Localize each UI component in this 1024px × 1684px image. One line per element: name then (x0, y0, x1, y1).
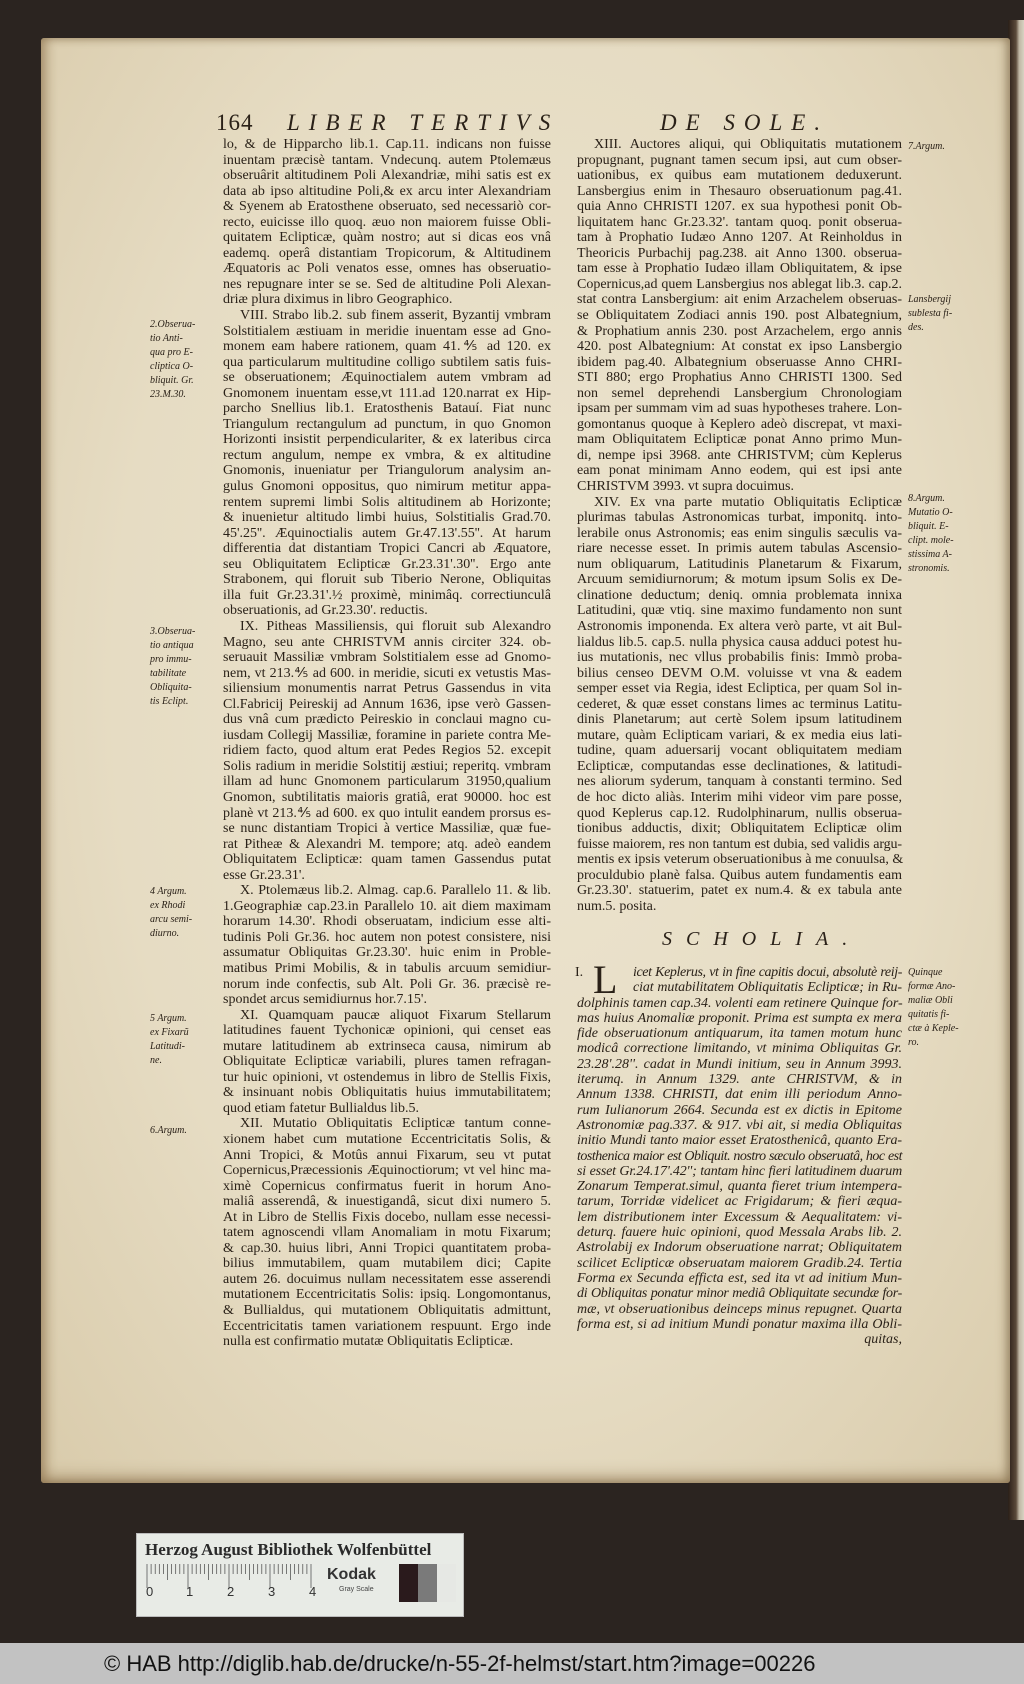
margin-note-line: tabilitate (150, 668, 187, 679)
text-line: clinatione deductum; deniq. omnia problemata innixa (577, 587, 902, 603)
margin-note-line: ne. (150, 1055, 162, 1066)
text-line: mutationem Eccentricitatis Solis: ipsiq. Longomontanus, (223, 1287, 551, 1303)
scholia-line: mæ, vt obseruationibus deinceps minus repugnet. Quarta (577, 1301, 902, 1317)
text-line: Cl.Fabricij Peireskij ad Annum 1636, ipse verò Gassen- (223, 696, 551, 712)
text-line: Magno, seu ante CHRISTVM annis circiter 324. ob- (223, 634, 551, 650)
text-line: VIII. Strabo lib.2. sub finem asserit, Byzantij vmbram (240, 308, 551, 324)
text-line: se obseruationem; Æquinoctialem autem vmbram ad (223, 370, 551, 386)
text-line: nes repugnare inter se se. Sed de altitudine Poli Alexan- (223, 276, 551, 292)
text-line: XIV. Ex vna parte mutatio Obliquitatis Eclipticæ (594, 494, 902, 510)
text-line: Theoricis Purbachij pag.238. ait Anno 1300. obserua- (577, 245, 902, 261)
margin-note-line: bliquit. Gr. (150, 375, 194, 386)
text-line: Gr.23.30'. statuerim, patet ex num.4. & ex tabula ante (577, 883, 902, 899)
footer-bar (0, 1643, 1024, 1684)
text-line: At in Libro de Stellis Fixis docebo, nullam esse necessi- (223, 1209, 551, 1225)
margin-note-line: 8.Argum. (908, 493, 945, 504)
text-line: 1.Geographiæ cap.23.in Parallelo 10. ait diem maximam (223, 898, 551, 914)
scholia-line: Annum 1338. CHRISTI, dat enim illi periodum Anno- (577, 1087, 902, 1103)
text-line: Solstitialem æstiuam in meridie inuentam esse ad Gno- (223, 323, 551, 339)
text-line: XI. Quamquam paucæ aliquot Fixarum Stellarum (240, 1007, 551, 1023)
text-line: latitudines fauent Tychonicæ opinioni, qui censet eas (223, 1023, 551, 1039)
page-number: 164 (216, 110, 254, 135)
scholia-line: rum Iulianorum 2664. Secunda est ex dictis in Epitome (577, 1102, 902, 1118)
text-line: matibus Primi Mobilis, & in tabulis arcuum semidiur- (223, 960, 551, 976)
margin-note-line: 2.Obserua- (150, 319, 196, 330)
scholia-number: I. (575, 965, 584, 980)
text-line: stat contra Lansbergium: ait enim Arzachelem obseruas- (577, 292, 902, 308)
margin-note-line: 6.Argum. (150, 1125, 187, 1136)
text-line: Horizonti insistit perpendiculariter, & ex lateribus circa (223, 432, 551, 448)
text-line: Eclipticæ, computandas esse declinationes, & latitudi- (577, 758, 902, 774)
text-line: lerabile onus Astronomis; eas enim singulis sæculis va- (577, 525, 902, 541)
text-line: rentem supremi limbi Solis altitudinem ab Horizonte; (223, 494, 551, 510)
text-line: Gnomon, subtilitatis maioris gratiâ, erat 90000. hoc est (223, 789, 551, 805)
text-line: di, nempe ipsi 3968. ante CHRISTVM; cùm Keplerus (577, 447, 902, 463)
text-line: non semel deprehendi Lansbergium Chronologiam (577, 385, 902, 401)
text-line: Æquatoris ac Poli venatos esse, omnes has obseruatio- (223, 261, 551, 277)
text-line: Eccentricitatis tamen variationem respuunt. Ergo inde (223, 1318, 551, 1334)
text-line: parcho Snellius lib.1. Eratosthenis Batauí. Fiat nunc (223, 401, 551, 417)
text-line: maliâ asserendâ, & inuestigandâ, sicut dixi numero 5. (223, 1194, 551, 1210)
text-line: mam Obliquitatem Eclipticæ ponat Anno primo Mun- (577, 432, 902, 448)
margin-note-line: quitatis fi- (908, 1009, 950, 1020)
text-line: Triangulum rectangulum ad punctum, in quo Gnomon (223, 416, 551, 432)
kodak-logo: Kodak (327, 1566, 376, 1583)
margin-note-line: 7.Argum. (908, 141, 945, 152)
text-line: & Syenem ab Eratosthene obseruato, sed necessariò cor- (223, 199, 551, 215)
scholia-line: ciat mutabilitatem Obliquitatis Eclipticæ; in Ru- (633, 980, 902, 996)
margin-note-line: 23.M.30. (150, 389, 186, 400)
text-line: mutare, quàm Eclipticam variari, & ex media eius lati- (577, 727, 902, 743)
gray-patch-light (437, 1564, 456, 1602)
text-line: bilius immutabilem, quam mutabilem dici; Capite (223, 1256, 551, 1272)
margin-note (150, 318, 220, 402)
gray-patch-mid (418, 1564, 437, 1602)
text-line: eademq. operâ distantiam Tropicorum, & Altitudinem (223, 245, 551, 261)
text-line: IX. Pitheas Massiliensis, qui floruit sub Alexandro (240, 618, 551, 634)
text-line: quod etiam fatetur Bullialdus lib.5. (223, 1100, 419, 1116)
text-line: driæ plura diximus in libro Geographico. (223, 292, 453, 308)
text-line: esse Gr.23.31'. (223, 867, 305, 883)
scholia-line: modicâ correctione limitando, vt minima Obliquitas Gr. (577, 1041, 902, 1057)
scholia-line: deturq. fauere huic opinioni, quod Messala Arabs lib. 2. (577, 1225, 902, 1241)
margin-note-line: 4 Argum. (150, 886, 187, 897)
text-line: fuisse maiorem, res non tantum est dubia, sed validis argu- (577, 836, 902, 852)
margin-note (908, 492, 978, 576)
text-line: tam à Prophatio Iudæo Anno 1207. At Reinholdus in (577, 230, 902, 246)
text-line: eam ponat minimam Anno eodem, qui est ipsi ante (577, 463, 902, 479)
text-line: gulus Gnomoni oppositus, quo nimirum metitur appa- (223, 479, 551, 495)
catchword: quitas, (864, 1332, 902, 1348)
text-line: iusdam Collegij Massiliæ, foramine in pariete contra Me- (223, 727, 551, 743)
text-line: Astronomis imponenda. Ex altera verò parte, vt ait Bul- (577, 618, 902, 634)
text-line: de hoc dicto aliàs. Interim mihi videor vim pare posse, (577, 789, 902, 805)
text-line: liquitatem hanc Gr.23.32'. tantam quoq. ponit obserua- (577, 214, 902, 230)
text-line: obseruationis, ad Gr.23.30'. reductis. (223, 603, 428, 619)
scholia-line: Zonarum Temperat.simul, quanta fieret trium intempera- (577, 1179, 902, 1195)
text-line: inuentam præcisè tantam. Vndecunq. autem Ptolemæus (223, 152, 551, 168)
text-line: quod Keplerus cap.12. Rudolphinarum, nullis obserua- (577, 805, 902, 821)
text-line: rat Pitheæ & Alexandri M. tempore; atq. adeò eandem (223, 836, 551, 852)
text-line: nem, vt 213.⅘ ad 600. in meridie, sicuti ex vetustis Mas- (223, 665, 551, 681)
margin-note-line: ctæ à Keple- (908, 1023, 959, 1034)
right-text-column (577, 137, 902, 914)
text-line: se nunc distantiam Tropici à vertice Massiliæ, quæ fue- (223, 821, 551, 837)
margin-note-line: diurno. (150, 928, 180, 939)
text-line: Copernicus,ad quem Lansbergius nos ablegat lib.3. cap.2. (577, 276, 902, 292)
margin-note-line: cliptica O- (150, 361, 194, 372)
scholia-line: tosthenica maior est Obliquit. nostro sæculo obseruatâ, hoc est (577, 1148, 902, 1164)
text-line: qua particularum multitudine colligo subtilem satis fuis- (223, 354, 551, 370)
text-line: Solis radium in meridie Solstitij æstiui; reperitq. vmbram (223, 758, 551, 774)
gray-scale-label: Gray Scale (339, 1586, 374, 1593)
text-line: Latitudini, quæ vtiq. sine maximo fundamento non sunt (577, 603, 902, 619)
text-line: Gnomonis, inueniatur per Triangulorum analysim an- (223, 463, 551, 479)
text-line: dus vnâ cum prædicto Peireskio in conclaui magno cu- (223, 712, 551, 728)
margin-note-line: stissima A- (908, 549, 952, 560)
margin-note-line: Obliquita- (150, 682, 192, 693)
ruler-number: 3 (268, 1584, 276, 1599)
scholia-line: forma est, si ad initium Mundi ponatur maxima illa Obli- (577, 1316, 902, 1332)
scholia-line: dolphinis tamen cap.34. volenti eam retinere Quinque for- (577, 995, 903, 1011)
scholia-line: tarum, Torridæ videlicet ac Frigidarum; & fieri æqua- (577, 1194, 902, 1210)
text-line: plurimas tabulas Astronomicas turbat, imponitq. into- (577, 510, 902, 526)
margin-note-line: arcu semi- (150, 914, 193, 925)
scholia-line: di Obliquitas ponatur minor mediâ Obliquitate secundæ for- (577, 1286, 902, 1302)
scholia-line: Astronomiæ pag.337. & 917. vbi ait, si media Obliquitas (577, 1117, 902, 1133)
text-line: quitatem Eclipticæ, quàm nostro; aut si dicas eos vnâ (223, 230, 551, 246)
text-line: tur huic opinioni, vt ostendemus in libro de Stellis Fixis, (223, 1069, 551, 1085)
text-line: quia Anno CHRISTI 1207. ex sua hypothesi ponit Ob- (577, 199, 902, 215)
text-line: Obliquitatem Eclipticæ: quam tamen Gassendus putat (223, 852, 551, 868)
ruler-number: 1 (186, 1584, 194, 1599)
margin-note (150, 885, 220, 941)
text-line: semper esset via Regia, idest Ecliptica, per quam Sol in- (577, 681, 902, 697)
margin-note-line: ex Fixarũ (150, 1027, 189, 1038)
text-line: tam esse à Prophatio Iudæo illam Obliquitatem, & ipse (577, 261, 902, 277)
margin-note-line: bliquit. E- (908, 521, 949, 532)
text-line: Anni Tropici, & Motûs annui Fixarum, seu vt putat (223, 1147, 551, 1163)
margin-note (908, 140, 978, 154)
margin-note-line: Lansbergij (908, 294, 951, 305)
margin-note (150, 1124, 220, 1138)
text-line: propugnant, pugnant tamen secum ipsi, aut cum obser- (577, 152, 902, 168)
text-line: nes aliorum syderum, tanquam à constanti termino. Sed (577, 774, 902, 790)
text-line: tudine, quam aduersarij vocant obliquitatem mediam (577, 743, 902, 759)
text-line: spondet arcus semidiurnus hor.7.15'. (223, 992, 427, 1008)
text-line: Strabonem, qui floruit sub Tiberio Nerone, Obliquitas (223, 572, 551, 588)
text-line: 420. post Albategnium: At constat ex ipso Lansbergio (577, 339, 902, 355)
text-line: planè vt 213.⅘ ad 600. ex quo intulit eandem prorsus es- (223, 805, 551, 821)
text-line: illam ad hunc Gnomonem particularum 31950,qualium (223, 774, 551, 790)
text-line: & Prophatium annis 230. post Arzachelem, ergo annis (577, 323, 902, 339)
margin-note-line: Latitudi- (150, 1041, 186, 1052)
scholia-line: si esset Gr.24.17'.42''; tantam hinc fieri latitudinem duarum (577, 1163, 902, 1179)
library-name: Herzog August Bibliothek Wolfenbüttel (145, 1540, 432, 1559)
text-line: 45'.25''. Æquinoctialis autem Gr.47.13'.55''. At harum (223, 525, 551, 541)
margin-note (908, 966, 978, 1050)
text-line: siliensium monumentis narrat Petrus Gassendus in vita (223, 681, 551, 697)
scholia-line: initio Mundi tanto maior esset Eratosthenicâ, quanto Era- (577, 1133, 902, 1149)
text-line: nulla est confirmatio mutatæ Obliquitatis Eclipticæ. (223, 1334, 514, 1350)
text-line: data ab ipso altitudine Poli,& ex arcu inter Alexandriam (223, 183, 551, 199)
margin-note-line: stronomis. (908, 563, 950, 574)
text-line: Copernicus,Præcessionis Æquinoctiorum; vt vel hinc ma- (223, 1163, 551, 1179)
margin-note-line: des. (908, 322, 924, 333)
scholia-line: Astrolabij ex Indorum obseruatione narrat; Obliquitatem (577, 1240, 902, 1256)
margin-note-line: ex Rhodi (150, 900, 186, 911)
scholia-line: iterumq. in Annum 1329. ante CHRISTVM, & in (577, 1072, 902, 1088)
margin-note-line: ro. (908, 1037, 920, 1048)
margin-note (150, 625, 220, 709)
text-line: mentis ex ipsis veterum obseruationibus à me conuulsa, & (577, 852, 904, 868)
margin-note-line: clipt. mole- (908, 535, 954, 546)
text-line: uationibus, ex quibus eam mutationem deduxerunt. (577, 168, 902, 184)
text-line: bilius censeo DEVM O.M. voluisse vt vna & eadem (577, 665, 902, 681)
text-line: Gnomonem inuentam esse,vt 111.ad 120.narrat ex Hip- (223, 385, 551, 401)
text-line: dinis Planetarum; aut certè Solem ipsum latitudinem (577, 712, 902, 728)
gray-patch-dark (399, 1564, 418, 1602)
text-line: proculdubio planè falsa. Quibus autem fundamentis eam (577, 867, 902, 883)
text-line: & Bullialdus, qui mutationem Obliquitatis admittunt, (223, 1303, 551, 1319)
text-line: num obliquarum, Latitudinis Planetarum & Fixarum, (577, 556, 902, 572)
copyright-url: © HAB http://diglib.hab.de/drucke/n-55-2f-helmst/start.htm?image=00226 (104, 1651, 816, 1676)
text-line: Arcuum semidiurnorum; & motum ipsum Solis ex De- (577, 572, 902, 588)
drop-cap: L (593, 957, 618, 1002)
text-line: XII. Mutatio Obliquitatis Eclipticæ tantum conne- (240, 1116, 551, 1132)
text-line: seu Obliquitatem Eclipticæ Gr.23.31'.30''. Ergo ante (223, 556, 551, 572)
text-line: num.5. posita. (577, 898, 657, 914)
text-line: seruauit Massiliæ vmbram Solstitialem esse ad Gnomo- (223, 650, 551, 666)
scholia-text (575, 957, 903, 1348)
text-line: CHRISTVM 3993. vt supra docuimus. (577, 479, 794, 495)
text-line: xionem habet cum mutatione Eccentricitatis Solis, & (223, 1132, 551, 1147)
scholia-line: icet Keplerus, vt in fine capitis docui, absolutè reij- (633, 965, 902, 980)
text-line: lialdus lib.5. cap.5. nulla physica causa adduci potest hu- (577, 634, 902, 650)
margin-note (150, 1012, 220, 1068)
text-line: mutare latitudinem ab extrinseca causa, nimirum ab (223, 1038, 551, 1054)
ruler-number: 0 (146, 1584, 154, 1599)
margin-note-line: maliæ Obli (908, 995, 953, 1006)
text-line: X. Ptolemæus lib.2. Almag. cap.6. Parallelo 11. & lib. (240, 883, 551, 899)
left-text-column (223, 137, 551, 1350)
text-line: recto, euicisse illo quoq. æuo non maiorem fuisse Obli- (223, 214, 551, 230)
text-line: riare necesse esset. In primis autem tabulas Ascensio- (577, 541, 902, 557)
running-head-right: DE SOLE. (660, 110, 830, 135)
margin-note-line: 5 Argum. (150, 1013, 187, 1024)
margin-note-line: tio Anti- (150, 333, 183, 344)
text-line: cederet, & quæ esset constans limes ac terminus Latitu- (577, 696, 902, 712)
text-line: & inuenietur altitudo limbi huius, Solstitialis Grad.70. (223, 510, 551, 526)
scholia-line: fide obseruationum antiquarum, ita tamen motum hunc (577, 1026, 902, 1042)
text-line: tudinis Poli Gr.36. hoc autem non potest consistere, nisi (223, 929, 551, 945)
text-line: tatem agnoscendi vllam Anomaliam in motu Fixarum; (223, 1225, 551, 1241)
scholia-line: lem distributionem inter Excessum & Aequalitatem: vi- (577, 1209, 902, 1225)
ruler-number: 4 (309, 1584, 317, 1599)
text-line: ipsam per summam vim ad suas hypotheses trahere. Lon- (577, 401, 902, 417)
margin-note-line: qua pro E- (150, 347, 193, 358)
text-line: XIII. Auctores aliqui, qui Obliquitatis mutationem (594, 137, 902, 152)
text-line: lo, & de Hipparcho lib.1. Cap.11. indicans non fuisse (223, 137, 551, 152)
text-line: se Obliquitatem Zodiaci annis 190. post Albategnium, (577, 308, 902, 324)
margin-note-line: Mutatio O- (908, 507, 953, 518)
margin-note-line: 3.Obserua- (150, 626, 196, 637)
color-calibration-card (136, 1533, 464, 1617)
margin-note-line: pro immu- (150, 654, 192, 665)
text-line: Lansbergius enim in Thesauro obseruationum pag.41. (577, 183, 902, 199)
margin-note-line: tio antiqua (150, 640, 194, 651)
text-line: rectum angulum, nempe ex vmbra, & ex altitudine (223, 447, 551, 463)
text-line: differentia dat distantiam Tropici Cancri ab Æquatore, (223, 541, 551, 557)
text-line: autem 26. docuimus nullam necessitatem esse asserendi (223, 1271, 551, 1287)
text-line: & cap.30. huius libri, Anni Tropici quantitatem proba- (223, 1240, 551, 1256)
text-line: STI 880; ergo Prophatius Anno CHRISTI 1300. Sed (577, 370, 902, 386)
scholia-line: scilicet Eclipticæ obseruatam maiorem Gradib.24. Tertia (577, 1255, 902, 1271)
text-line: monem eam habere rationem, quam 41.⅘ ad 120. ex (223, 339, 551, 355)
text-line: Obliquitate Eclipticæ variabili, plures tamen refragan- (223, 1054, 551, 1070)
scholia-line: 23.28'.28''. cadat in Mundi initium, seu in Annum 3993. (577, 1056, 902, 1072)
text-line: ximè Copernicus confirmatus fuerit in horum Ano- (223, 1178, 551, 1194)
text-line: gomontanus quoque à Keplero adeò discrepat, vt maxi- (577, 416, 902, 432)
text-line: ridiem facto, quod altum erat Pedes Regios 52. excepit (223, 743, 551, 759)
text-line: norum inde confectis, sub Alt. Poli Gr. 36. præcisè re- (223, 976, 551, 992)
scholia-line: mas huius Anomaliæ proponit. Prima est sumpta ex mera (577, 1010, 902, 1026)
book-binding-edge (1008, 20, 1024, 1520)
text-line: tionibus adductis, dixit; Obliquitatem Eclipticæ olim (577, 821, 902, 837)
text-line: horarum 14.30'. Rhodi obseruatam, indicium esse alti- (223, 914, 551, 930)
margin-note-line: formæ Ano- (908, 981, 956, 992)
text-line: illa fuit Gr.23.31'.½ proximè, minimâq. correctiunculâ (223, 587, 551, 603)
text-line: ius mutationis, nec vllus probabilis finis: Immò proba- (577, 650, 902, 666)
scholia-line: Forma ex Secunda efficta est, sed ita vt ad initium Mun- (577, 1270, 902, 1286)
text-line: assumatur Obliquitas Gr.23.30'. huic enim in Proble- (223, 945, 551, 961)
margin-note-line: sublesta fi- (908, 308, 953, 319)
text-line: obseruârit altitudinem Poli Alexandriæ, mihi satis est ex (223, 168, 551, 184)
margin-note-line: Quinque (908, 967, 943, 978)
text-line: ibidem pag.40. Albategnium obseruasse Anno CHRI- (577, 354, 902, 370)
running-head-left: LIBER TERTIVS (287, 110, 560, 135)
margin-note (908, 293, 978, 335)
margin-note-line: tis Eclipt. (150, 696, 189, 707)
ruler-number: 2 (227, 1584, 235, 1599)
scholia-heading: SCHOLIA. (662, 928, 862, 950)
text-line: & insinuant nobis Obliquitatis huius immutabilitatem; (223, 1085, 551, 1101)
